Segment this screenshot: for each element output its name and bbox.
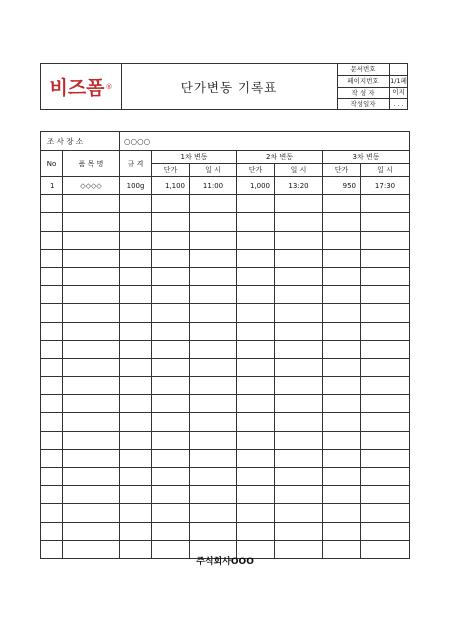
table-cell	[152, 449, 190, 467]
table-cell	[190, 413, 237, 431]
table-cell	[152, 468, 190, 486]
table-cell	[361, 431, 410, 449]
table-cell	[237, 267, 275, 285]
table-cell	[190, 304, 237, 322]
table-row	[41, 395, 410, 413]
table-cell	[152, 504, 190, 522]
table-cell	[275, 267, 323, 285]
location-value: ○○○○	[120, 132, 410, 151]
document-title: 단가변동 기록표	[121, 64, 338, 109]
table-cell	[41, 358, 63, 376]
col-spec: 규 격	[120, 151, 152, 177]
table-cell	[323, 195, 361, 213]
table-cell	[41, 195, 63, 213]
table-cell	[41, 413, 63, 431]
table-cell	[275, 286, 323, 304]
table-row	[41, 213, 410, 231]
table-cell	[275, 322, 323, 340]
registered-mark: ®	[105, 82, 113, 91]
table-cell	[120, 358, 152, 376]
table-cell	[237, 213, 275, 231]
table-row	[41, 504, 410, 522]
table-row	[41, 486, 410, 504]
table-cell	[190, 431, 237, 449]
table-cell	[275, 395, 323, 413]
table-cell	[41, 231, 63, 249]
col-no: No	[41, 151, 63, 177]
table-cell	[275, 486, 323, 504]
location-label: 조 사 장 소	[41, 132, 120, 151]
logo-text: 비즈폼	[49, 77, 105, 99]
table-cell	[323, 413, 361, 431]
table-cell	[41, 213, 63, 231]
table-cell	[275, 358, 323, 376]
table-cell	[237, 504, 275, 522]
table-cell	[120, 504, 152, 522]
col-datetime-3: 일 시	[361, 164, 410, 177]
table-cell	[63, 322, 120, 340]
table-cell	[361, 377, 410, 395]
table-cell	[361, 395, 410, 413]
col-change-3: 3차 변동	[323, 151, 410, 164]
table-cell	[63, 340, 120, 358]
table-cell	[120, 522, 152, 540]
table-cell	[275, 249, 323, 267]
document-meta	[337, 64, 407, 109]
table-cell	[152, 304, 190, 322]
table-cell	[152, 249, 190, 267]
table-cell	[63, 249, 120, 267]
meta-row-doc-no	[337, 64, 407, 75]
table-cell	[237, 486, 275, 504]
table-row	[41, 267, 410, 285]
table-row	[41, 468, 410, 486]
table-cell	[63, 395, 120, 413]
table-cell	[361, 231, 410, 249]
table-cell	[41, 449, 63, 467]
table-cell	[275, 449, 323, 467]
meta-label: 문서번호	[337, 64, 390, 75]
table-cell	[275, 522, 323, 540]
header-row-1	[41, 151, 410, 164]
table-cell	[275, 213, 323, 231]
table-cell	[323, 358, 361, 376]
table-cell	[120, 395, 152, 413]
table-cell	[323, 431, 361, 449]
table-cell	[190, 504, 237, 522]
table-cell	[275, 340, 323, 358]
table-cell	[120, 195, 152, 213]
table-cell	[323, 231, 361, 249]
table-cell	[275, 504, 323, 522]
table-cell	[152, 358, 190, 376]
table-cell	[237, 286, 275, 304]
table-row	[41, 231, 410, 249]
table-row	[41, 431, 410, 449]
table-cell	[361, 522, 410, 540]
col-price-1: 단가	[152, 164, 190, 177]
table-cell	[190, 395, 237, 413]
table-row	[41, 449, 410, 467]
table-cell	[63, 286, 120, 304]
table-row	[41, 358, 410, 376]
table-cell	[323, 468, 361, 486]
table-cell	[190, 267, 237, 285]
table-cell	[190, 213, 237, 231]
table-cell	[275, 468, 323, 486]
table-cell	[361, 504, 410, 522]
table-cell	[323, 504, 361, 522]
table-cell	[361, 449, 410, 467]
table-cell	[237, 249, 275, 267]
table-cell	[152, 340, 190, 358]
company-logo	[41, 64, 122, 109]
table-cell	[190, 468, 237, 486]
table-cell	[63, 358, 120, 376]
meta-value: . . .	[393, 99, 404, 108]
col-price-3: 단가	[323, 164, 361, 177]
table-cell	[237, 304, 275, 322]
table-cell	[237, 195, 275, 213]
table-cell	[152, 522, 190, 540]
table-cell	[120, 413, 152, 431]
table-cell	[41, 322, 63, 340]
table-cell	[323, 377, 361, 395]
table-cell	[63, 195, 120, 213]
table-cell	[190, 195, 237, 213]
table-cell	[63, 486, 120, 504]
table-cell	[152, 395, 190, 413]
meta-value: 1/1페이지	[390, 77, 407, 97]
table-cell	[152, 377, 190, 395]
table-cell	[275, 304, 323, 322]
table-cell	[41, 304, 63, 322]
col-change-2: 2차 변동	[237, 151, 323, 164]
table-cell	[323, 449, 361, 467]
cell-price-3: 950	[323, 177, 361, 195]
cell-datetime-1: 11:00	[190, 177, 237, 195]
table-cell	[237, 431, 275, 449]
table-cell	[120, 249, 152, 267]
table-cell	[361, 286, 410, 304]
document-header	[40, 63, 408, 110]
table-cell	[361, 195, 410, 213]
table-cell	[361, 267, 410, 285]
table-cell	[237, 413, 275, 431]
table-cell	[120, 304, 152, 322]
company-footer: 주식회사OOO	[196, 557, 254, 567]
table-cell	[275, 231, 323, 249]
table-cell	[120, 486, 152, 504]
table-cell	[41, 468, 63, 486]
table-cell	[63, 431, 120, 449]
table-cell	[190, 358, 237, 376]
table-cell	[63, 449, 120, 467]
cell-spec: 100g	[120, 177, 152, 195]
meta-value	[390, 64, 407, 75]
col-price-2: 단가	[237, 164, 275, 177]
table-cell	[41, 522, 63, 540]
table-row	[41, 340, 410, 358]
table-cell	[323, 395, 361, 413]
table-cell	[323, 522, 361, 540]
table-cell	[323, 340, 361, 358]
table-row	[41, 377, 410, 395]
meta-row-date	[337, 98, 407, 110]
table-cell	[41, 340, 63, 358]
col-change-1: 1차 변동	[152, 151, 237, 164]
table-cell	[120, 322, 152, 340]
table-cell	[152, 286, 190, 304]
table-cell	[41, 286, 63, 304]
table-row	[41, 322, 410, 340]
table-row	[41, 413, 410, 431]
table-row	[41, 304, 410, 322]
table-cell	[120, 286, 152, 304]
table-cell	[190, 286, 237, 304]
table-cell	[120, 449, 152, 467]
table-cell	[120, 468, 152, 486]
table-cell	[120, 267, 152, 285]
cell-datetime-3: 17:30	[361, 177, 410, 195]
cell-datetime-2: 13:20	[275, 177, 323, 195]
table-row	[41, 195, 410, 213]
table-cell	[237, 231, 275, 249]
table-cell	[152, 231, 190, 249]
meta-label: 페이지번호	[337, 76, 390, 87]
table-cell	[323, 267, 361, 285]
table-cell	[361, 340, 410, 358]
table-cell	[237, 395, 275, 413]
table-cell	[323, 249, 361, 267]
location-row	[41, 132, 410, 151]
table-cell	[361, 213, 410, 231]
cell-no: 1	[41, 177, 63, 195]
table-cell	[120, 231, 152, 249]
table-row	[41, 249, 410, 267]
table-cell	[361, 249, 410, 267]
table-cell	[63, 468, 120, 486]
table-cell	[63, 304, 120, 322]
table-cell	[190, 231, 237, 249]
table-cell	[237, 340, 275, 358]
table-cell	[41, 395, 63, 413]
table-cell	[120, 431, 152, 449]
col-datetime-2: 일 시	[275, 164, 323, 177]
table-cell	[361, 486, 410, 504]
table-cell	[152, 486, 190, 504]
table-cell	[190, 249, 237, 267]
table-cell	[63, 267, 120, 285]
table-row	[41, 177, 410, 195]
table-cell	[63, 377, 120, 395]
table-cell	[237, 468, 275, 486]
table-cell	[63, 231, 120, 249]
table-cell	[152, 195, 190, 213]
table-cell	[41, 267, 63, 285]
table-cell	[237, 522, 275, 540]
table-cell	[120, 213, 152, 231]
table-cell	[361, 304, 410, 322]
table-cell	[190, 486, 237, 504]
table-cell	[275, 431, 323, 449]
table-cell	[63, 413, 120, 431]
table-row	[41, 286, 410, 304]
table-cell	[152, 322, 190, 340]
table-cell	[190, 340, 237, 358]
table-cell	[323, 286, 361, 304]
table-cell	[41, 377, 63, 395]
table-cell	[152, 267, 190, 285]
table-cell	[152, 413, 190, 431]
cell-item: ◇◇◇◇	[63, 177, 120, 195]
table-cell	[41, 486, 63, 504]
table-cell	[361, 468, 410, 486]
cell-price-1: 1,100	[152, 177, 190, 195]
table-cell	[237, 358, 275, 376]
table-cell	[237, 449, 275, 467]
col-datetime-1: 일 시	[190, 164, 237, 177]
col-item: 품 목 명	[63, 151, 120, 177]
table-cell	[323, 213, 361, 231]
table-cell	[323, 486, 361, 504]
table-cell	[190, 322, 237, 340]
table-cell	[361, 358, 410, 376]
table-cell	[323, 304, 361, 322]
table-cell	[120, 377, 152, 395]
table-cell	[63, 504, 120, 522]
table-cell	[63, 213, 120, 231]
table-cell	[190, 377, 237, 395]
table-cell	[361, 413, 410, 431]
table-cell	[120, 340, 152, 358]
table-cell	[323, 322, 361, 340]
table-cell	[190, 522, 237, 540]
table-cell	[275, 413, 323, 431]
table-cell	[63, 522, 120, 540]
table-cell	[275, 195, 323, 213]
table-cell	[41, 504, 63, 522]
table-cell	[190, 449, 237, 467]
meta-label: 작성일자	[337, 99, 390, 110]
table-row	[41, 522, 410, 540]
table-cell	[275, 377, 323, 395]
table-cell	[152, 431, 190, 449]
price-change-table	[40, 131, 410, 559]
table-cell	[152, 213, 190, 231]
table-cell	[237, 377, 275, 395]
cell-price-2: 1,000	[237, 177, 275, 195]
table-cell	[237, 322, 275, 340]
table-cell	[41, 249, 63, 267]
meta-label: 작 성 자	[337, 88, 390, 99]
table-cell	[361, 322, 410, 340]
table-cell	[41, 431, 63, 449]
